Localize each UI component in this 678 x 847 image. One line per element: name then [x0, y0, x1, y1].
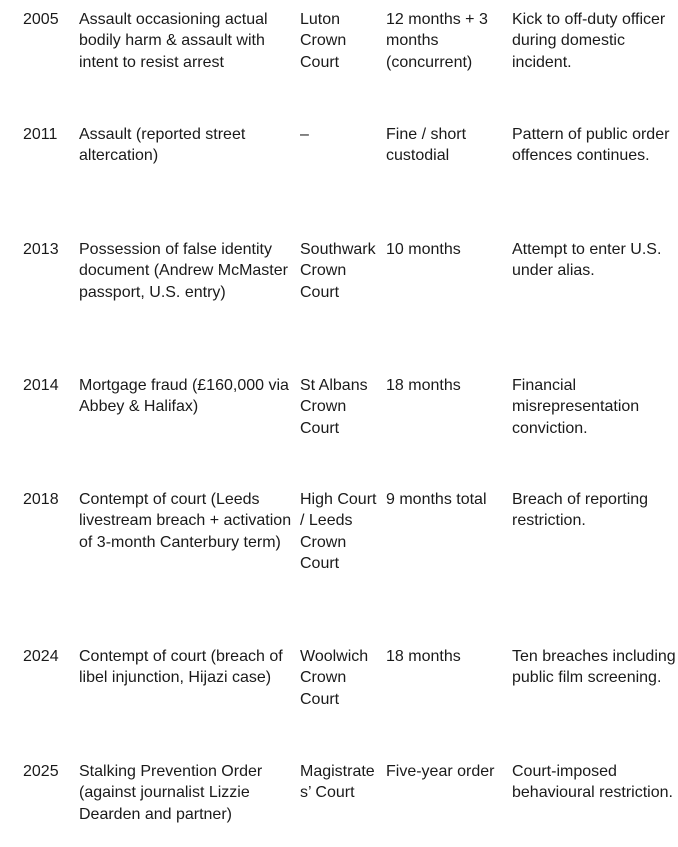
year-cell: 2005 — [23, 11, 59, 28]
sentence-cell: Fine / short custodial — [386, 126, 467, 165]
convictions-table — [0, 9, 678, 831]
court-cell: – — [300, 126, 309, 143]
table-row — [0, 646, 678, 761]
year-cell: 2024 — [23, 648, 59, 665]
year-cell: 2025 — [23, 763, 59, 780]
sentence-cell: 9 months total — [386, 491, 487, 508]
offence-cell: Possession of false identity document (Andrew McMaster passport, U.S. entry) — [79, 241, 288, 301]
notes-cell: Kick to off-duty officer during domestic incident. — [512, 11, 666, 71]
offence-cell: Contempt of court (Leeds livestream breach + activation of 3-month Canterbury term) — [79, 491, 292, 551]
court-cell: Woolwich Crown Court — [300, 648, 369, 708]
notes-cell: Pattern of public order offences continues. — [512, 126, 670, 165]
sentence-cell: Five-year order — [386, 763, 495, 780]
table-row — [0, 375, 678, 489]
year-cell: 2011 — [23, 126, 58, 143]
sentence-cell: 12 months + 3 months (concurrent) — [386, 11, 488, 71]
table-row — [0, 239, 678, 375]
sentence-cell: 10 months — [386, 241, 461, 258]
court-cell: St Albans Crown Court — [300, 377, 368, 437]
notes-cell: Ten breaches including public film screening. — [512, 648, 676, 687]
court-cell: Magistrates’ Court — [300, 763, 375, 802]
offence-cell: Assault occasioning actual bodily harm & assault with intent to resist arrest — [79, 11, 268, 71]
court-cell: Luton Crown Court — [300, 11, 347, 71]
court-cell: High Court / Leeds Crown Court — [300, 491, 377, 572]
notes-cell: Financial misrepresentation conviction. — [512, 377, 640, 437]
offence-cell: Mortgage fraud (£160,000 via Abbey & Halifax) — [79, 377, 289, 416]
offence-cell: Contempt of court (breach of libel injunction, Hijazi case) — [79, 648, 283, 687]
notes-cell: Breach of reporting restriction. — [512, 491, 649, 530]
year-cell: 2013 — [23, 241, 59, 258]
court-cell: Southwark Crown Court — [300, 241, 376, 301]
table-row — [0, 124, 678, 239]
year-cell: 2014 — [23, 377, 59, 394]
notes-cell: Attempt to enter U.S. under alias. — [512, 241, 662, 280]
offence-cell: Assault (reported street altercation) — [79, 126, 246, 165]
offence-cell: Stalking Prevention Order (against journalist Lizzie Dearden and partner) — [79, 763, 263, 823]
table-row — [0, 489, 678, 646]
notes-cell: Court-imposed behavioural restriction. — [512, 763, 673, 802]
year-cell: 2018 — [23, 491, 59, 508]
sentence-cell: 18 months — [386, 648, 461, 665]
table-row — [0, 9, 678, 124]
table-row — [0, 761, 678, 831]
sentence-cell: 18 months — [386, 377, 461, 394]
